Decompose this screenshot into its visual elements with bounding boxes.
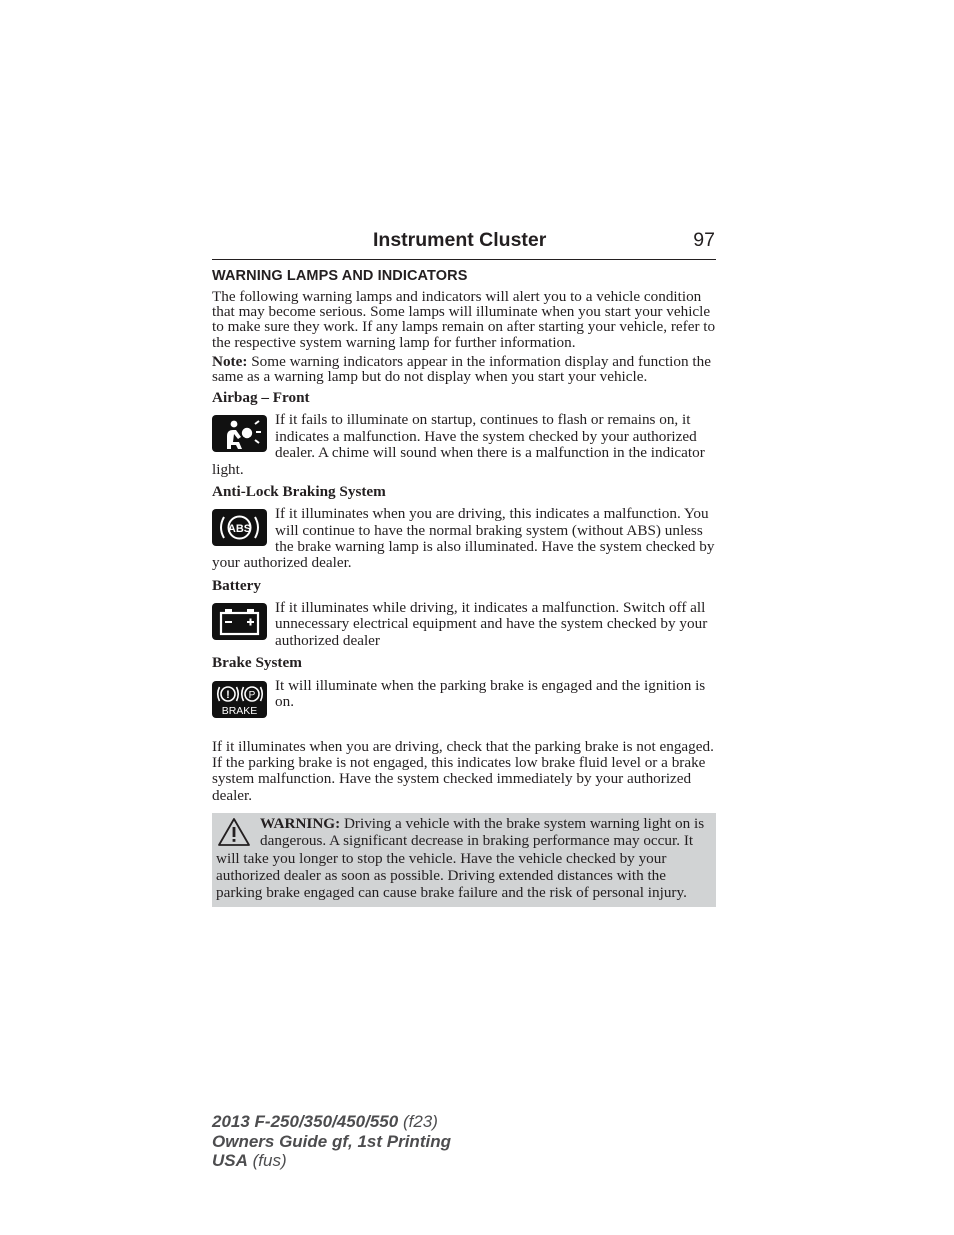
page-header: [212, 228, 716, 260]
battery-text: If it illuminates while driving, it indicates a malfunction. Switch off all unnecessary electrical equipment and have the system checked by your authorized dealer: [275, 599, 708, 649]
warning-triangle-icon: [217, 817, 251, 847]
footer-market: USA: [212, 1151, 248, 1170]
airbag-lamp-entry: [212, 412, 716, 478]
page-number: 97: [693, 229, 715, 251]
warning-text: Driving a vehicle with the brake system warning light on is dangerous. A significant decrease in braking performance may occur. It will take you longer to stop the vehicle. Have the vehicle checked by your authorized dealer as soon as possible. Driving extended distances with the parking brake engaged can cause brake failure and the risk of personal injury.: [216, 815, 705, 901]
abs-lamp-entry: [212, 506, 716, 572]
brake-text: It will illuminate when the parking brake is engaged and the ignition is on.: [275, 676, 706, 710]
footer-market-code: (fus): [247, 1151, 287, 1170]
note-label: Note:: [212, 352, 248, 370]
brake-icon-label: BRAKE: [221, 704, 258, 717]
brake-followup-paragraph: If it illuminates when you are driving, check that the parking brake is not engaged. If the parking brake is not engaged, this indicates low brake fluid level or a brake system malfunction. Have the system checked immediately by your authorized dealer.: [212, 737, 714, 804]
warning-box: [212, 813, 716, 907]
airbag-text: If it fails to illuminate on startup, continues to flash or remains on, it indicates a malfunction. Have the system checked by your authorized dealer. A chime will sound when there is a malfunction in the indicator light.: [212, 411, 705, 478]
footer-guide: Owners Guide gf, 1st Printing: [212, 1131, 451, 1151]
warning-label: WARNING:: [260, 815, 341, 833]
abs-icon-label: ABS: [227, 523, 252, 536]
footer-model: 2013 F-250/350/450/550: [212, 1112, 399, 1131]
abs-text: If it illuminates when you are driving, this indicates a malfunction. You will continue to have the normal braking system (without ABS) unless the brake warning lamp is also illuminated. Have the system checked by your authorized dealer.: [212, 505, 715, 572]
brake-heading: Brake System: [212, 654, 302, 672]
svg-text:!: !: [226, 688, 230, 701]
battery-icon: [212, 603, 267, 640]
intro-paragraph: The following warning lamps and indicators will alert you to a vehicle condition that may become serious. Some lamps will illuminate when you start your vehicle to make sure they work. If any lamps remain on after starting your vehicle, refer to the respective system warning lamp for further information.: [212, 288, 716, 351]
battery-lamp-entry: [212, 600, 716, 649]
brake-lamp-entry: [212, 678, 716, 720]
abs-icon: [212, 509, 267, 546]
abs-heading: Anti-Lock Braking System: [212, 483, 386, 501]
page-footer: [212, 1112, 451, 1171]
manual-page: [212, 228, 716, 907]
footer-model-code: (f23): [398, 1112, 438, 1131]
airbag-heading: Airbag – Front: [212, 389, 310, 407]
airbag-icon: [212, 415, 267, 452]
battery-heading: Battery: [212, 576, 261, 594]
chapter-title: Instrument Cluster: [373, 229, 547, 251]
note-paragraph: [212, 354, 716, 384]
brake-icon-p: P: [248, 689, 256, 701]
section-title: WARNING LAMPS AND INDICATORS: [212, 268, 468, 284]
brake-icon: [212, 681, 267, 718]
note-text: Some warning indicators appear in the information display and function the same as a warning lamp but do not display when you start your vehicle.: [212, 352, 711, 386]
